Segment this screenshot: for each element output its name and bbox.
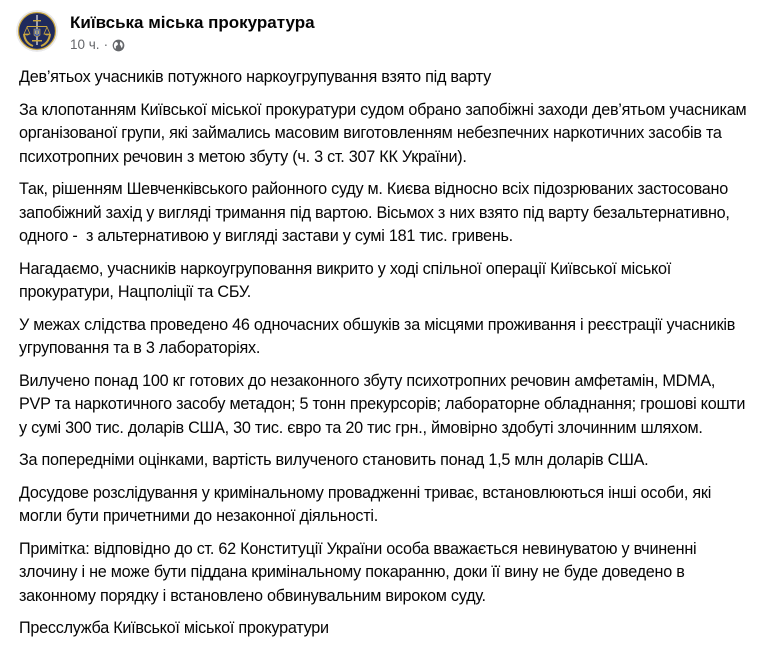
post-paragraph: Нагадаємо, учасників наркоугруповання викрито у ході спільної операції Київської міської прокуратури, Нацполіції та СБУ. [19, 259, 676, 301]
post-signature: Пресслужба Київської міської прокуратури [19, 619, 329, 637]
post-headline: Дев’ятьох учасників потужного наркоугрупування взято під варту [19, 68, 491, 86]
separator-dot: · [103, 37, 109, 52]
post-subline [70, 36, 315, 54]
post-paragraph: За клопотанням Київської міської прокуратури судом обрано запобіжні заходи дев’ятьом учасникам організованої групи, які займались масовим виготовленням небезпечних наркотичних засобів та психотропних речовин з метою збуту (ч. 3 ст. 307 КК України). [19, 100, 751, 166]
avatar[interactable] [16, 10, 58, 52]
post-paragraph: За попередніми оцінками, вартість вилученого становить понад 1,5 млн доларів США. [19, 451, 649, 469]
post-paragraph: Так, рішенням Шевченківського районного суду м. Києва відносно всіх підозрюваних застосовано запобіжний захід у вигляді тримання під вартою. Вісьмох з них взято під варту безальтернативно, одного - з альтернативою у вигляді застави у сумі 181 тис. гривень. [19, 180, 734, 245]
page-name-link[interactable]: Київська міська прокуратура [70, 13, 315, 32]
post-note: Примітка: відповідно до ст. 62 Конституції України особа вважається невинуватою у вчиненні злочину і не може бути піддана кримінальному покаранню, доки її вину не буде доведено в законному порядку і встановлено обвинувальним вироком суду. [19, 539, 701, 605]
post-paragraph: У межах слідства проведено 46 одночасних обшуків за місцями проживання і реєстрації учасників угруповання та в 3 лабораторіях. [19, 315, 740, 357]
globe-icon[interactable] [112, 39, 125, 52]
post-body [19, 66, 749, 650]
post-header [16, 10, 315, 54]
post-meta [70, 10, 315, 54]
post-paragraph: Досудове розслідування у кримінальному провадженні триває, встановлюються інші особи, які могли бути причетними до незаконної діяльності. [19, 483, 716, 525]
post-paragraph: Вилучено понад 100 кг готових до незаконного збуту психотропних речовин амфетамін, MDMA, PVP та наркотичного засобу метадон; 5 тонн прекурсорів; лабораторне обладнання; грошові кошти у сумі 300 тис. доларів США, 30 тис. євро та 20 тис грн., ймовірно здобуті злочинним шляхом. [19, 371, 750, 437]
post-timestamp[interactable]: 10 ч. [70, 37, 100, 52]
prosecutor-emblem-icon [16, 10, 58, 52]
